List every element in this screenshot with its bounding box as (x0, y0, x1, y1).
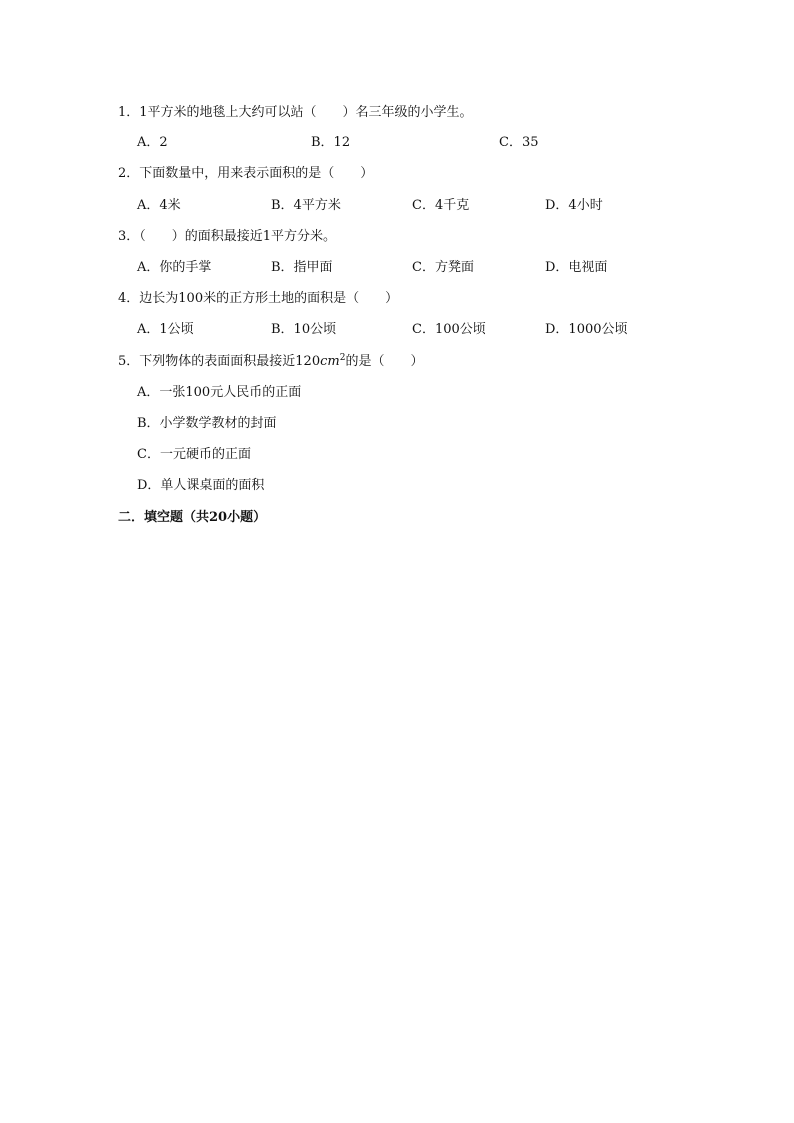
question-5-area-value: 120 (295, 354, 321, 369)
question-5-option-a: A．一张100元人民币的正面 (137, 385, 302, 400)
question-5-stem (118, 353, 423, 371)
question-5-area-exponent: 2 (339, 353, 346, 363)
question-1-options (137, 134, 697, 152)
question-2-option-d: D．4小时 (545, 198, 603, 213)
question-4-option-c: C．100公顷 (412, 322, 486, 337)
question-2-option-b: B．4平方米 (271, 198, 341, 213)
question-3-stem: 3．（ ）的面积最接近1平方分米。 (118, 229, 337, 244)
section-heading: 二．填空题（共20小题） (118, 510, 267, 525)
question-4-option-d: D．1000公顷 (545, 322, 628, 337)
question-5-stem-text: 5．下列物体的表面面积最接近 (118, 354, 296, 369)
question-4-stem: 4．边长为100米的正方形土地的面积是（ ） (118, 291, 399, 306)
question-3-option-d: D．电视面 (545, 260, 608, 275)
question-5-area-unit: cm (320, 354, 340, 369)
question-5-option-c: C．一元硬币的正面 (137, 447, 251, 462)
question-5-option-b: B．小学数学教材的封面 (137, 416, 277, 431)
question-3-option-b: B．指甲面 (271, 260, 333, 275)
question-4-option-b: B．10公顷 (271, 322, 337, 337)
question-2-options (137, 197, 697, 215)
question-2-option-c: C．4千克 (412, 198, 470, 213)
question-3-option-c: C．方凳面 (412, 260, 474, 275)
question-1-stem: 1．1平方米的地毯上大约可以站（ ）名三年级的小学生。 (118, 105, 473, 120)
question-1-option-a: A．2 (137, 135, 168, 150)
question-1-option-b: B．12 (311, 135, 351, 150)
question-5-option-d: D．单人课桌面的面积 (137, 478, 265, 493)
question-4-options (137, 321, 697, 339)
question-2-option-a: A．4米 (137, 198, 181, 213)
question-3-options (137, 259, 697, 277)
question-4-option-a: A．1公顷 (137, 322, 194, 337)
question-2-stem: 2．下面数量中，用来表示面积的是（ ） (118, 166, 374, 181)
question-3-option-a: A．你的手掌 (137, 260, 212, 275)
question-5-stem-ending: 的是（ ） (345, 354, 424, 369)
question-1-option-c: C．35 (499, 135, 539, 150)
